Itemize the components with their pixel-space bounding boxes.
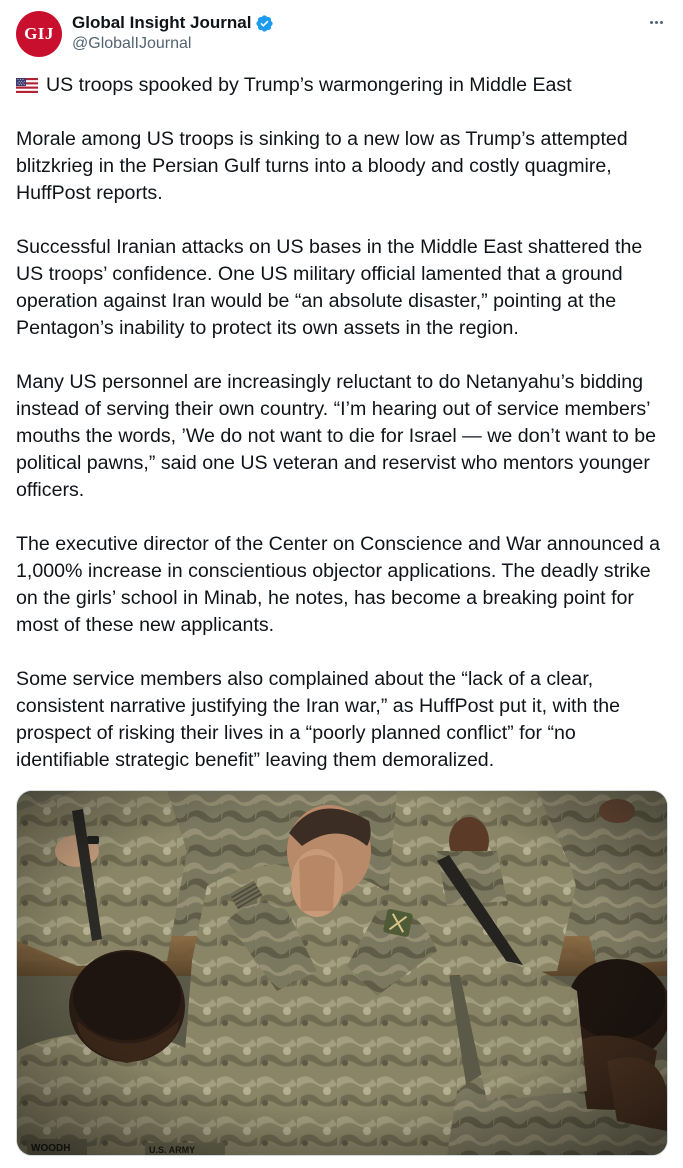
more-dot-icon [655, 21, 658, 24]
tweet-text [16, 72, 666, 774]
tweet-paragraph: Many US personnel are increasingly reluctant to do Netanyahu’s bidding instead of serving their own country. “I’m hearing out of service members’ mouths the words, ’We do not want to die for Israel — we don’t want to be political pawns,” said one US veteran and reservist who mentors younger officers. [16, 371, 657, 501]
verified-badge-icon [255, 14, 274, 33]
author-name-row[interactable] [72, 12, 274, 34]
tweet-photo[interactable] [16, 790, 668, 1156]
more-dot-icon [650, 21, 653, 24]
tweet-headline-row [16, 72, 666, 99]
avatar[interactable] [16, 11, 62, 57]
tweet-paragraph: The executive director of the Center on Conscience and War announced a 1,000% increase in conscientious objector applications. The deadly strike on the girls’ school in Minab, he notes, has become a breaking point for most of these new applicants. [16, 533, 661, 636]
display-name[interactable]: Global Insight Journal [72, 13, 252, 32]
more-dot-icon [660, 21, 663, 24]
avatar-initials: GIJ [24, 24, 54, 43]
tweet-paragraph: Successful Iranian attacks on US bases in the Middle East shattered the US troops’ confidence. One US military official lamented that a ground operation against Iran would be “an absolute disaster,” pointing at the Pentagon’s inability to protect its own assets in the region. [16, 236, 643, 339]
us-flag-icon [16, 78, 38, 93]
tweet-paragraph: Morale among US troops is sinking to a new low as Trump’s attempted blitzkrieg in the Persian Gulf turns into a bloody and costly quagmire, HuffPost reports. [16, 128, 628, 204]
tweet-headline: US troops spooked by Trump’s warmongering in Middle East [46, 74, 572, 96]
photo-soldiers-praying [17, 791, 667, 1155]
more-options-icon[interactable] [645, 12, 667, 32]
tweet-paragraph: Some service members also complained about the “lack of a clear, consistent narrative justifying the Iran war,” as HuffPost put it, with the prospect of risking their lives in a “poorly planned conflict” for “no identifiable strategic benefit” leaving them demoralized. [16, 668, 621, 771]
account-handle[interactable]: @GlobalIJournal [72, 35, 192, 52]
